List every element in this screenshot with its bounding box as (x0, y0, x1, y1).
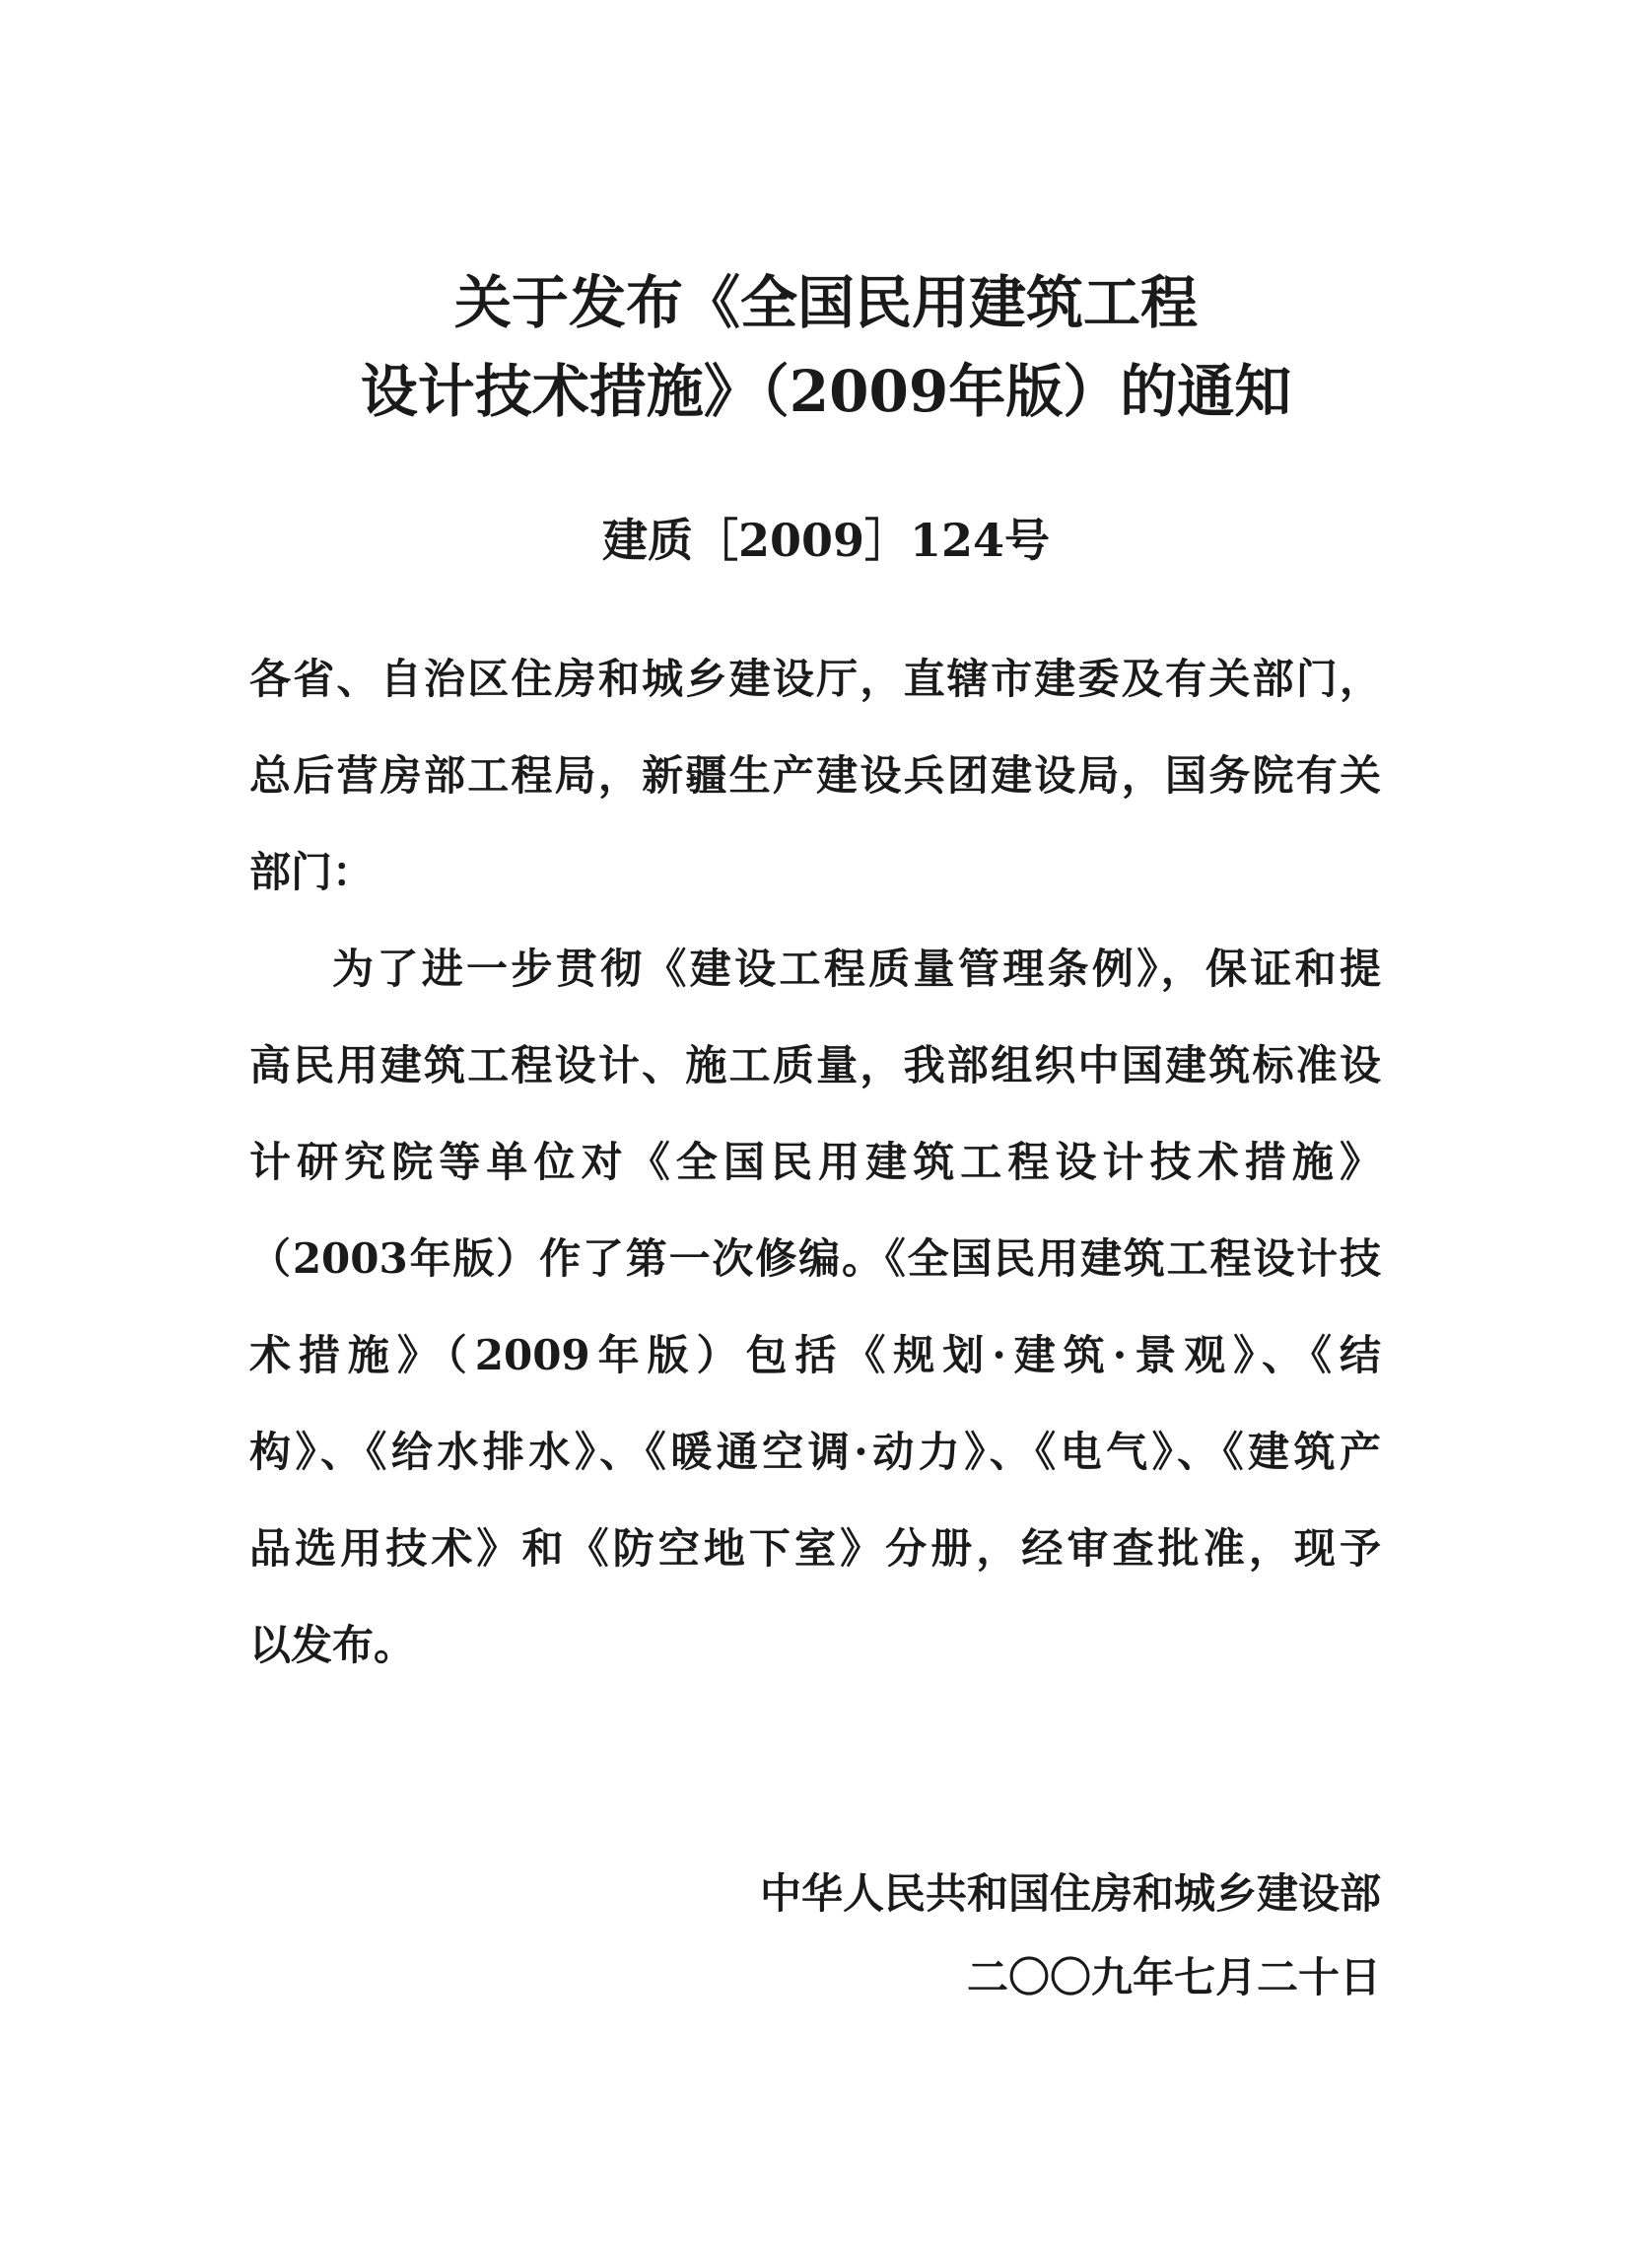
body-line-4: （2003年版）作了第一次修编。《全国民用建筑工程设计技 (249, 1234, 1381, 1283)
document-number: 建质［2009］124号 (601, 514, 1051, 567)
title-line-1: 关于发布《全国民用建筑工程 (453, 269, 1198, 336)
issue-date: 二〇〇九年七月二十日 (966, 1953, 1381, 2001)
body-line-6: 构》、《给水排水》、《暖通空调·动力》、《电气》、《建筑产 (249, 1428, 1381, 1476)
body-line-3: 计研究院等单位对《全国民用建筑工程设计技术措施》 (249, 1138, 1381, 1186)
body-line-7: 品选用技术》和《防空地下室》分册，经审查批准，现予 (249, 1524, 1381, 1573)
issuing-organization: 中华人民共和国住房和城乡建设部 (759, 1869, 1381, 1918)
title-line-2: 设计技术措施》（2009年版）的通知 (360, 358, 1292, 425)
body-line-5: 术措施》（2009年版）包括《规划·建筑·景观》、《结 (249, 1331, 1381, 1379)
addressee-line-1: 各省、自治区住房和城乡建设厅，直辖市建委及有关部门， (249, 655, 1381, 703)
body-line-2: 高民用建筑工程设计、施工质量，我部组织中国建筑标准设 (249, 1041, 1381, 1089)
addressee-line-2: 总后营房部工程局，新疆生产建设兵团建设局，国务院有关 (249, 751, 1381, 800)
addressee-line-3: 部门： (249, 848, 375, 896)
body-line-1: 为了进一步贯彻《建设工程质量管理条例》，保证和提 (332, 945, 1381, 993)
body-line-8: 以发布。 (249, 1621, 416, 1669)
